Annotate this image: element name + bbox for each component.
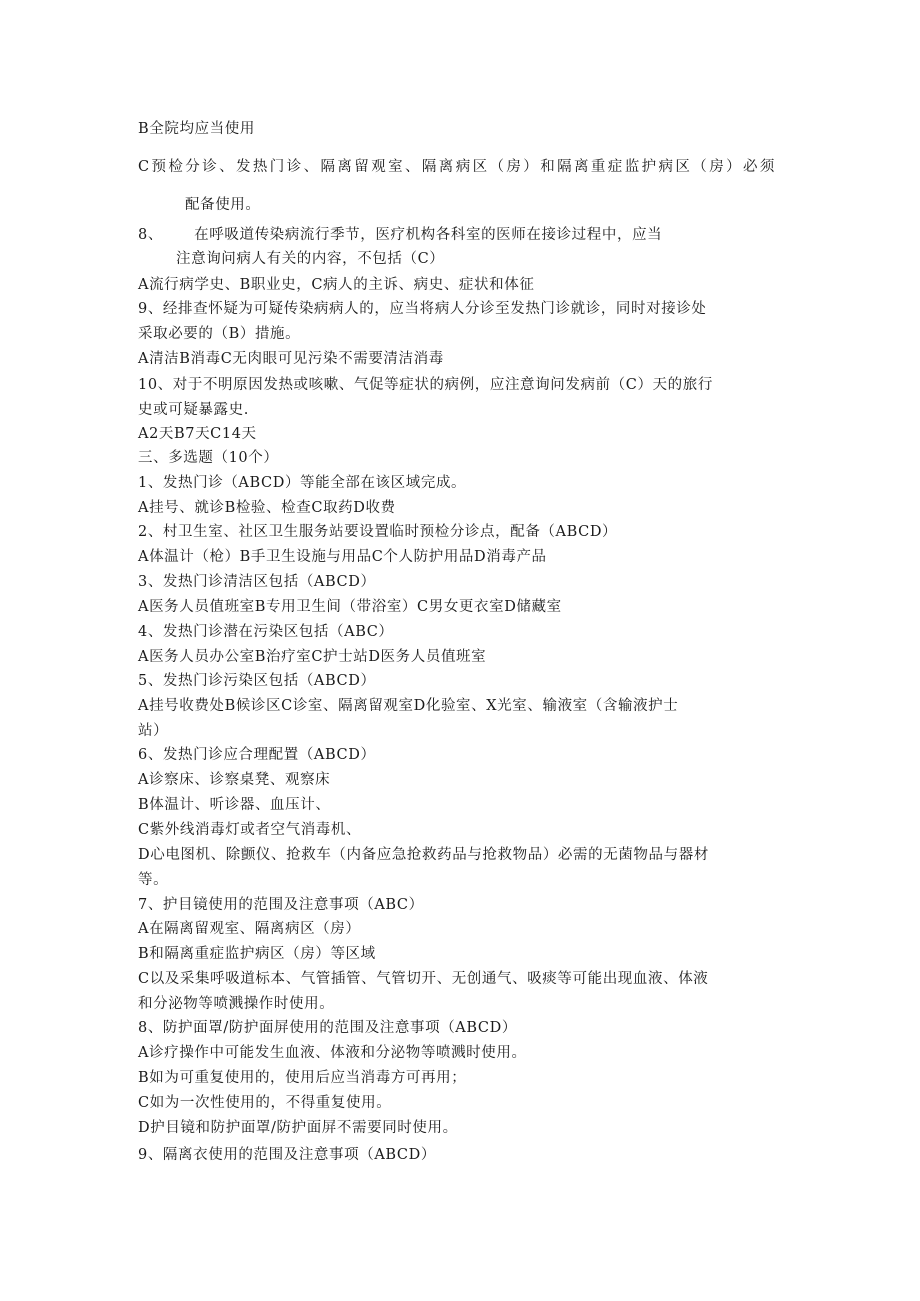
text-line: 配备使用。 xyxy=(185,197,261,213)
text-line: 7、护目镜使用的范围及注意事项（ABC） xyxy=(138,897,424,913)
text-line: 1、发热门诊（ABCD）等能全部在该区域完成。 xyxy=(138,475,467,491)
text-line: A医务人员办公室B治疗室C护士站D医务人员值班室 xyxy=(138,649,487,665)
text-line: B如为可重复使用的，使用后应当消毒方可再用； xyxy=(138,1070,467,1086)
text-line: B体温计、听诊器、血压计、 xyxy=(138,797,331,813)
text-line: 2、村卫生室、社区卫生服务站要设置临时预检分诊点，配备（ABCD） xyxy=(138,524,618,540)
text-line: 等。 xyxy=(138,872,169,888)
text-line: A诊疗操作中可能发生血液、体液和分泌物等喷溅时使用。 xyxy=(138,1045,527,1061)
text-line: A挂号收费处B候诊区C诊室、隔离留观室D化验室、X光室、输液室（含输液护士 xyxy=(138,698,679,714)
text-line: 4、发热门诊潜在污染区包括（ABC） xyxy=(138,624,394,640)
text-line: 9、经排查怀疑为可疑传染病病人的，应当将病人分诊至发热门诊就诊，同时对接诊处 xyxy=(138,301,707,317)
text-line: C如为一次性使用的，不得重复使用。 xyxy=(138,1095,392,1111)
text-line: 8、 在呼吸道传染病流行季节，医疗机构各科室的医师在接诊过程中，应当 xyxy=(138,227,663,243)
text-line: 注意询问病人有关的内容，不包括（C） xyxy=(176,251,445,267)
text-line: 10、对于不明原因发热或咳嗽、气促等症状的病例，应注意询问发病前（C）天的旅行 xyxy=(138,377,713,393)
text-line: 站） xyxy=(138,723,169,739)
text-line: B和隔离重症监护病区（房）等区域 xyxy=(138,946,376,962)
text-line: A清洁B消毒C无肉眼可见污染不需要清洁消毒 xyxy=(138,351,444,367)
text-line: A医务人员值班室B专用卫生间（带浴室）C男女更衣室D储藏室 xyxy=(138,599,562,615)
text-line: A体温计（枪）B手卫生设施与用品C个人防护用品D消毒产品 xyxy=(138,549,547,565)
text-line: C紫外线消毒灯或者空气消毒机、 xyxy=(138,822,362,838)
text-line: D护目镜和防护面罩/防护面屏不需要同时使用。 xyxy=(138,1120,458,1136)
text-line: C预检分诊、发热门诊、隔离留观室、隔离病区（房）和隔离重症监护病区（房）必须 xyxy=(138,159,777,175)
text-line: A流行病学史、B职业史，C病人的主诉、病史、症状和体征 xyxy=(138,277,535,293)
text-line: A诊察床、诊察桌凳、观察床 xyxy=(138,772,331,788)
section-heading: 三、多选题（10个） xyxy=(138,450,279,466)
text-line: 6、发热门诊应合理配置（ABCD） xyxy=(138,747,376,763)
text-line: A挂号、就诊B检验、检查C取药D收费 xyxy=(138,500,396,516)
text-line: A2天B7天C14天 xyxy=(138,426,257,442)
text-line: B全院均应当使用 xyxy=(138,121,255,137)
text-line: 5、发热门诊污染区包括（ABCD） xyxy=(138,673,376,689)
text-line: 采取必要的（B）措施。 xyxy=(138,326,301,342)
text-line: C以及采集呼吸道标本、气管插管、气管切开、无创通气、吸痰等可能出现血液、体液 xyxy=(138,971,709,987)
text-line: 9、隔离衣使用的范围及注意事项（ABCD） xyxy=(138,1147,436,1163)
text-line: 8、防护面罩/防护面屏使用的范围及注意事项（ABCD） xyxy=(138,1020,517,1036)
text-line: 和分泌物等喷溅操作时使用。 xyxy=(138,996,335,1012)
text-line: A在隔离留观室、隔离病区（房） xyxy=(138,921,361,937)
text-line: 3、发热门诊清洁区包括（ABCD） xyxy=(138,574,376,590)
text-line: D心电图机、除颤仪、抢救车（内备应急抢救药品与抢救物品）必需的无菌物品与器材 xyxy=(138,847,709,863)
text-line: 史或可疑暴露史. xyxy=(138,402,249,418)
